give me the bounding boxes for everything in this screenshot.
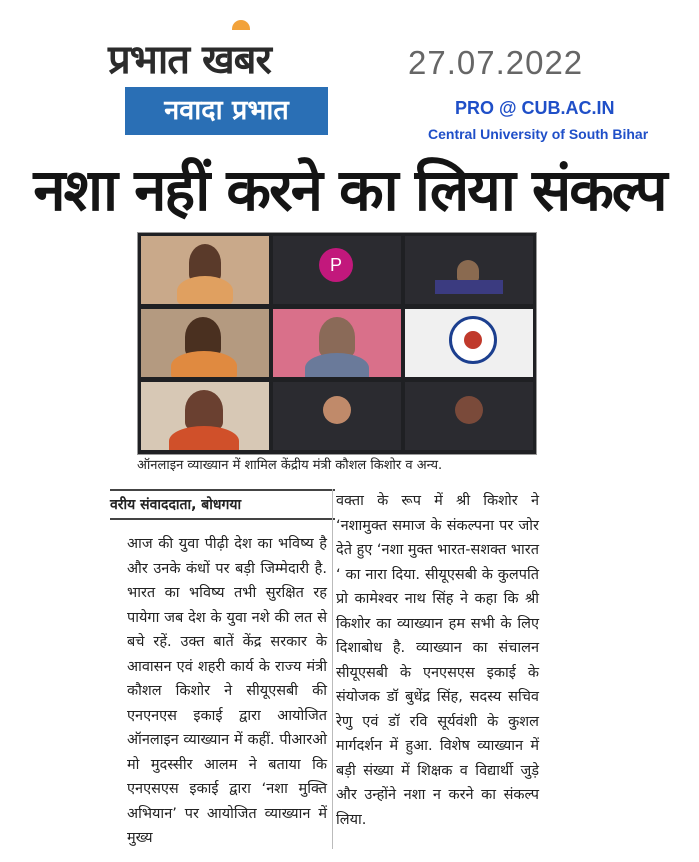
participant-tile (141, 309, 269, 377)
article-column-1 (127, 532, 327, 851)
participant-tile (405, 309, 533, 377)
byline: वरीय संवाददाता, बोधगया (110, 497, 242, 513)
participant-tile (405, 236, 533, 304)
column-1-text: आज की युवा पीढ़ी देश का भविष्य है और उनके कंधों पर बड़ी जिम्मेदारी है. भारत का भविष्य तभी सुरक्षित रह पायेगा जब देश के युवा नशे की लत से बचे रहें. उक्त बातें केंद्र सरकार के आवासन एवं शहरी कार्य के राज्य मंत्री कौशल किशोर ने सीयूएसबी की एनएनएस इकाई द्वारा आयोजित ऑनलाइन व्याख्यान में कहीं. पीआरओ मो मुदस्सीर आलम ने बताया कि एनएसएस इकाई द्वारा ‘नशा मुक्ति अभियान’ पर आयोजित व्याख्यान में मुख्य (127, 536, 327, 846)
edition-label: नवादा प्रभात (125, 87, 328, 135)
byline-box (110, 489, 335, 520)
publication-date: 27.07.2022 (408, 44, 584, 81)
photo-caption: ऑनलाइन व्याख्यान में शामिल केंद्रीय मंत्री कौशल किशोर व अन्य. (137, 458, 443, 473)
article-headline: नशा नहीं करने का लिया संकल्प (33, 156, 666, 224)
column-divider (332, 489, 333, 849)
participant-tile (273, 309, 401, 377)
masthead-sun-icon (232, 20, 250, 30)
article-column-2 (336, 489, 539, 832)
university-credit: Central University of South Bihar (428, 126, 649, 142)
participant-tile (141, 382, 269, 450)
participant-tile (273, 236, 401, 304)
column-2-text: वक्ता के रूप में श्री किशोर ने ‘नशामुक्त समाज के संकल्पना पर जोर देते हुए ‘नशा मुक्त भारत-सशक्त भारत ‘ का नारा दिया. सीयूएसबी के कुलपति प्रो कामेश्वर नाथ सिंह ने कहा कि श्री किशोर का व्याख्यान हम सभी के लिए दिशाबोध है. व्याख्यान का संचालन सीयूएसबी के एनएसएस इकाई के संयोजक डॉ बुधेंद्र सिंह, सदस्य सचिव रेणु एवं डॉ रवि सूर्यवंशी के कुशल मार्गदर्शन में हुआ. विशेष व्याख्यान में बड़ी संख्या में शिक्षक व विद्यार्थी जुड़े और उन्होंने नशा न करने का संकल्प लिया. (336, 493, 539, 828)
newspaper-masthead: प्रभात खबर (108, 37, 271, 83)
participant-tile (273, 382, 401, 450)
meeting-screenshot-photo (137, 232, 537, 455)
university-logo-icon (449, 316, 497, 364)
pro-credit: PRO @ CUB.AC.IN (455, 98, 615, 118)
participant-tile (405, 382, 533, 450)
participant-initial: P (319, 248, 353, 282)
participant-tile (141, 236, 269, 304)
